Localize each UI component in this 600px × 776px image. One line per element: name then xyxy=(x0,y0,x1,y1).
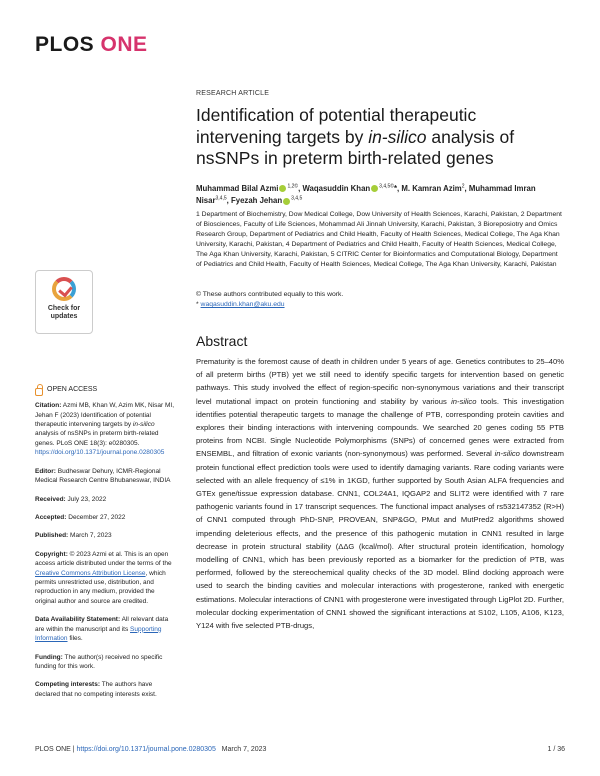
supporting-info-link[interactable]: Supporting Information xyxy=(35,625,162,643)
editor: Editor: Budheswar Dehury, ICMR-Regional Medical Research Centre Bhubaneswar, INDIA xyxy=(35,467,171,485)
author-list: Muhammad Bilal Azmi $^{1,2©}$, Waqasuddin Khan $^{3,4,5©}$*, M. Kamran Azim$^2$, Muhammad Imran Nisar$^{3,4,5}$, Fyezah Jehan $^{3,4,5}$ xyxy=(196,183,536,206)
email-link[interactable]: waqasuddin.khan@aku.edu xyxy=(200,301,285,309)
open-access-label: OPEN ACCESS xyxy=(35,385,175,395)
check-for-updates-badge[interactable] xyxy=(35,270,93,334)
funding: Funding: The author(s) received no specific funding for this work. xyxy=(35,653,163,670)
author-name: Fyezah Jehan xyxy=(230,196,283,206)
sidebar-metadata xyxy=(35,385,175,708)
competing-interests: Competing interests: The authors have declared that no competing interests exist. xyxy=(35,681,157,698)
article-type: RESEARCH ARTICLE xyxy=(196,90,270,97)
accepted-date: Accepted: December 27, 2022 xyxy=(35,513,126,521)
abstract-text: Prematurity is the foremost cause of death in children under 5 years of age. Genetics contributes to 25–40% of all preterm births (PTB) yet we still need to identify specific targets for intervention based on genetic pathways. This study involved the effect of region-specific non-synonymous variations and their transcript level mutational impact on protein functioning and stability by various in-silico tools. This investigation identifies potential therapeutic targets to manage the challenge of PTB, corresponding protein cavities and explores their binding interactions with intervening compounds. We searched 20 genes coding 55 PTB proteins from NCBI. Single Nucleotide Polymorphisms (SNPs) of concerned genes were extracted from ENSEMBL, and filtration of exonic variants (non-synonymous) was performed. Several in-silico downstream protein functional effect prediction tools were used to identify damaging variants. Rare coding variants were selected with an allele frequency of ≤1% in 1KGD, further supported by South Asian ALFA frequencies and GTEx gene/tissue expression database. CNN1, COL24A1, IQGAP2 and SLIT2 were identified with 7 rare pathogenic variants found in 17 transcript sequences. The functional impact analyses of rs532147352 (R>H) of CNN1 computed through PhD-SNP, PROVEAN, SNP&GO, PMut and MutPred2 algorithms showed impending deleterious effects, and the presence of this pathogenic mutation in CNN1 resulted in large decrease in protein structural stability (ΔΔG (kcal/mol). After structural protein identification, homology modelling of CNN1, which has been previously reported as a biomarker for the prediction of PTB, was performed, followed by the stereochemical quality checks of the 3D model. Blind docking approach were used to search the binding cavities and molecular interactions with progesterone, ranked with energetic estimations. Molecular interactions of CNN1 with progesterone were investigated through LigPlot 2D. Further, molecular docking experimentation of CNN1 showed the significant interactions at S102, L105, A106, K123, Y124 with five selected PTB-drugs, xyxy=(196,357,564,631)
author-name: Muhammad Bilal Azmi xyxy=(196,184,279,193)
license-link[interactable]: Creative Commons Attribution License xyxy=(35,569,146,577)
contribution-notes xyxy=(196,290,564,310)
author-name: Muhammad Imran Nisar xyxy=(196,184,536,206)
orcid-icon[interactable] xyxy=(279,185,286,192)
open-lock-icon xyxy=(35,388,43,396)
journal-logo-one: ONE xyxy=(100,33,148,56)
affiliations: 1 Department of Biochemistry, Dow Medical College, Dow University of Health Sciences, Karachi, Pakistan, 2 Department of Biosciences, Faculty of Life Sciences, Mohammad Ali Jinnah University, Karachi, Pakistan, 3 Bioreposiotry and Omics Research Group, Department of Pediatrics and Child Health, Faculty of Health Sciences, Medical College, The Aga Khan University, Karachi, Pakistan, 4 Department of Pediatrics and Child Health, Faculty of Health Sciences, Medical College, The Aga Khan University, Karachi, Pakistan, 5 CITRIC Center for Bioinformatics and Computational Biology, Department of Pediatrics and Child Health, Faculty of Health Sciences, Medical College, The Aga Khan University, Karachi, Pakistan xyxy=(196,211,562,269)
abstract-heading: Abstract xyxy=(196,333,248,349)
page-number: 1 / 36 xyxy=(547,746,565,753)
orcid-icon[interactable] xyxy=(283,198,290,205)
check-updates-label: Check for updates xyxy=(47,305,81,321)
page-footer xyxy=(35,746,565,753)
author-name: M. Kamran Azim xyxy=(401,184,462,193)
citation: Citation: Azmi MB, Khan W, Azim MK, Nisar MI, Jehan F (2023) Identification of potential therapeutic intervening targets by in-silico analysis of nsSNPs in preterm birth-related genes. PLoS ONE 18(3): e0280305. https://doi.org/10.1371/journal.pone.0280305 xyxy=(35,402,175,457)
equal-contribution-note: © These authors contributed equally to this work. xyxy=(196,291,344,298)
orcid-icon[interactable] xyxy=(371,185,378,192)
received-date: Received: July 23, 2022 xyxy=(35,495,107,503)
footer-citation: PLOS ONE | https://doi.org/10.1371/journal.pone.0280305 March 7, 2023 xyxy=(35,746,267,753)
journal-logo-plos: PLOS xyxy=(35,33,95,56)
journal-logo xyxy=(35,33,148,57)
footer-doi-link[interactable]: https://doi.org/10.1371/journal.pone.0280305 xyxy=(76,746,216,753)
copyright: Copyright: © 2023 Azmi et al. This is an open access article distributed under the terms of the Creative Commons Attribution License, which permits unrestricted use, distribution, and reproduction in any medium, provided the original author and source are credited. xyxy=(35,550,172,605)
corresponding-email: * waqasuddin.khan@aku.edu xyxy=(196,301,285,309)
article-title: Identification of potential therapeutic intervening targets by in-silico analysis of nsSNPs in preterm birth-related genes xyxy=(196,105,515,169)
check-updates-icon xyxy=(52,277,76,301)
author-name: Waqasuddin Khan xyxy=(302,184,371,193)
data-availability: Data Availability Statement: All relevant data are within the manuscript and its Supporting Information files. xyxy=(35,616,169,643)
published-date: Published: March 7, 2023 xyxy=(35,532,112,540)
citation-doi-link[interactable]: https://doi.org/10.1371/journal.pone.0280305 xyxy=(35,449,165,457)
